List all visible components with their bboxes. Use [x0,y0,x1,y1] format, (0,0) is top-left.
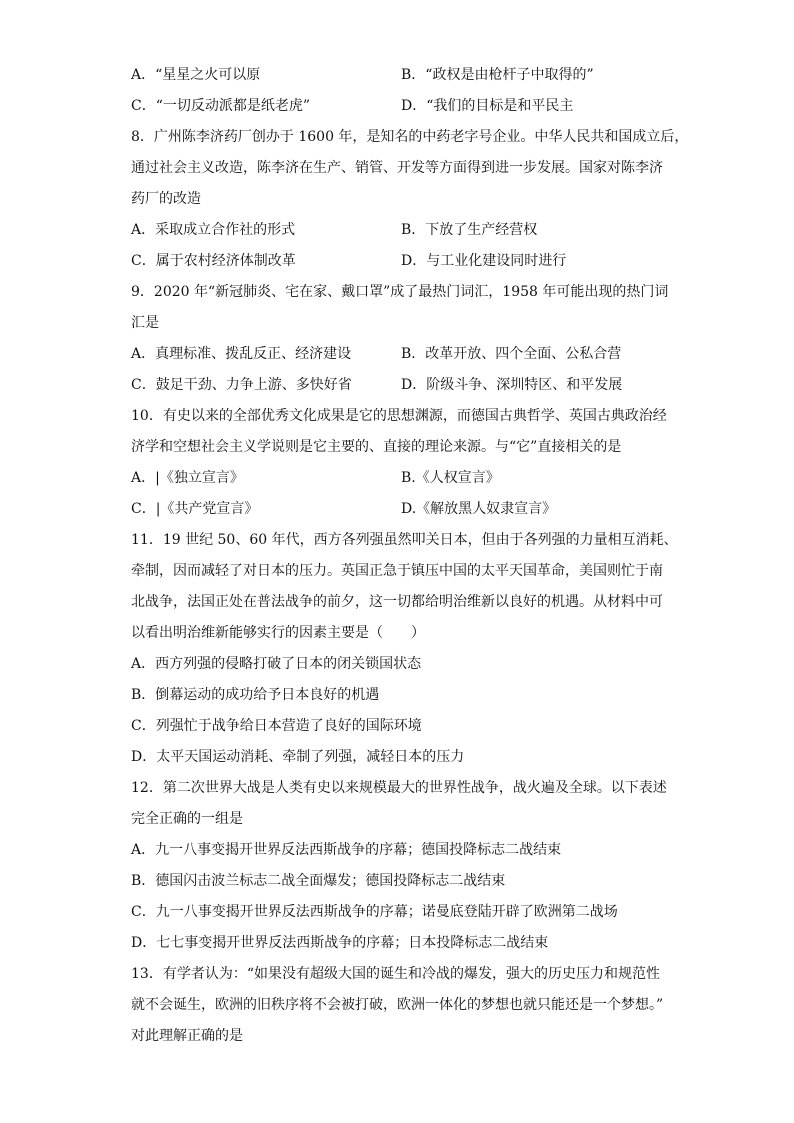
q8-stem-line-1: 8．广州陈李济药厂创办于 1600 年，是知名的中药老字号企业。中华人民共和国成立后， [131,129,689,145]
q11-stem-line-4: 以看出明治维新能够实行的因素主要是（ ） [131,625,425,641]
q10-option-c: C．|《共产党宣言》 [131,501,259,517]
q8-options-row-2 [131,246,671,277]
q7-option-c: C．“一切反动派都是纸老虎” [131,98,311,114]
q11-option-d: D．太平天国运动消耗、牵制了列强，减轻日本的压力 [131,749,465,765]
q7-option-d: D．“我们的目标是和平民主 [401,98,574,114]
q8-stem-line-3: 药厂的改造 [131,191,201,207]
q9-stem-line-1: 9．2020 年“新冠肺炎、宅在家、戴口罩”成了最热门词汇，1958 年可能出现的热门词 [131,284,669,300]
q13-stem-line-3: 对此理解正确的是 [131,1028,243,1044]
exam-content [131,60,689,1052]
q9-option-d: D．阶级斗争、深圳特区、和平发展 [401,377,623,393]
q9-option-a: A．真理标准、拨乱反正、经济建设 [131,346,352,362]
q7-option-b: B．“政权是由枪杆子中取得的” [401,67,594,83]
q12-option-d: D．七七事变揭开世界反法西斯战争的序幕；日本投降标志二战结束 [131,935,549,951]
q11-option-a: A．西方列强的侵略打破了日本的闭关锁国状态 [131,656,422,672]
q9-option-c: C．鼓足干劲、力争上游、多快好省 [131,377,352,393]
q9-options-row-1 [131,339,671,370]
q12-stem-line-2: 完全正确的一组是 [131,811,243,827]
q11-stem-line-3: 北战争，法国正处在普法战争的前夕，这一切都给明治维新以良好的机遇。从材料中可 [131,594,663,610]
q10-options-row-2 [131,494,671,525]
q13-stem-line-2: 就不会诞生，欧洲的旧秩序将不会被打破，欧洲一体化的梦想也就只能还是一个梦想。” [131,997,664,1013]
q7-options-row-1 [131,60,671,91]
q10-option-b: B.《人权宣言》 [401,470,500,486]
q11-stem-line-2: 牵制，因而减轻了对日本的压力。英国正急于镇压中国的太平天国革命，美国则忙于南 [131,563,663,579]
q9-options-row-2 [131,370,671,401]
q9-stem-line-2: 汇是 [131,315,159,331]
q11-stem-line-1: 11．19 世纪 50、60 年代，西方各列强虽然叩关日本，但由于各列强的力量相互消耗、 [131,532,678,548]
q8-option-d: D．与工业化建设同时进行 [401,253,567,269]
q8-option-b: B．下放了生产经营权 [401,222,538,238]
q12-stem-line-1: 12．第二次世界大战是人类有史以来规模最大的世界性战争，战火遍及全球。以下表述 [131,780,667,796]
q11-option-c: C．列强忙于战争给日本营造了良好的国际环境 [131,718,422,734]
q10-option-d: D.《解放黑人奴隶宣言》 [401,501,557,517]
q9-option-b: B．改革开放、四个全面、公私合营 [401,346,622,362]
q10-option-a: A．|《独立宣言》 [131,470,244,486]
q8-options-row-1 [131,215,671,246]
q10-stem-line-1: 10．有史以来的全部优秀文化成果是它的思想渊源，而德国古典哲学、英国古典政治经 [131,408,667,424]
q12-option-c: C．九一八事变揭开世界反法西斯战争的序幕；诺曼底登陆开辟了欧洲第二战场 [131,904,618,920]
q13-stem-line-1: 13．有学者认为：“如果没有超级大国的诞生和冷战的爆发，强大的历史压力和规范性 [131,966,660,982]
q7-option-a: A．“星星之火可以原 [131,67,261,83]
q12-option-b: B．德国闪击波兰标志二战全面爆发；德国投降标志二战结束 [131,873,506,889]
q7-options-row-2 [131,91,671,122]
q8-option-a: A．采取成立合作社的形式 [131,222,296,238]
q12-option-a: A．九一八事变揭开世界反法西斯战争的序幕；德国投降标志二战结束 [131,842,562,858]
q8-option-c: C．属于农村经济体制改革 [131,253,296,269]
q10-options-row-1 [131,463,671,494]
q8-stem-line-2: 通过社会主义改造，陈李济在生产、销管、开发等方面得到进一步发展。国家对陈李济 [131,160,663,176]
q11-option-b: B．倒幕运动的成功给予日本良好的机遇 [131,687,380,703]
q10-stem-line-2: 济学和空想社会主义学说则是它主要的、直接的理论来源。与“它”直接相关的是 [131,439,622,455]
